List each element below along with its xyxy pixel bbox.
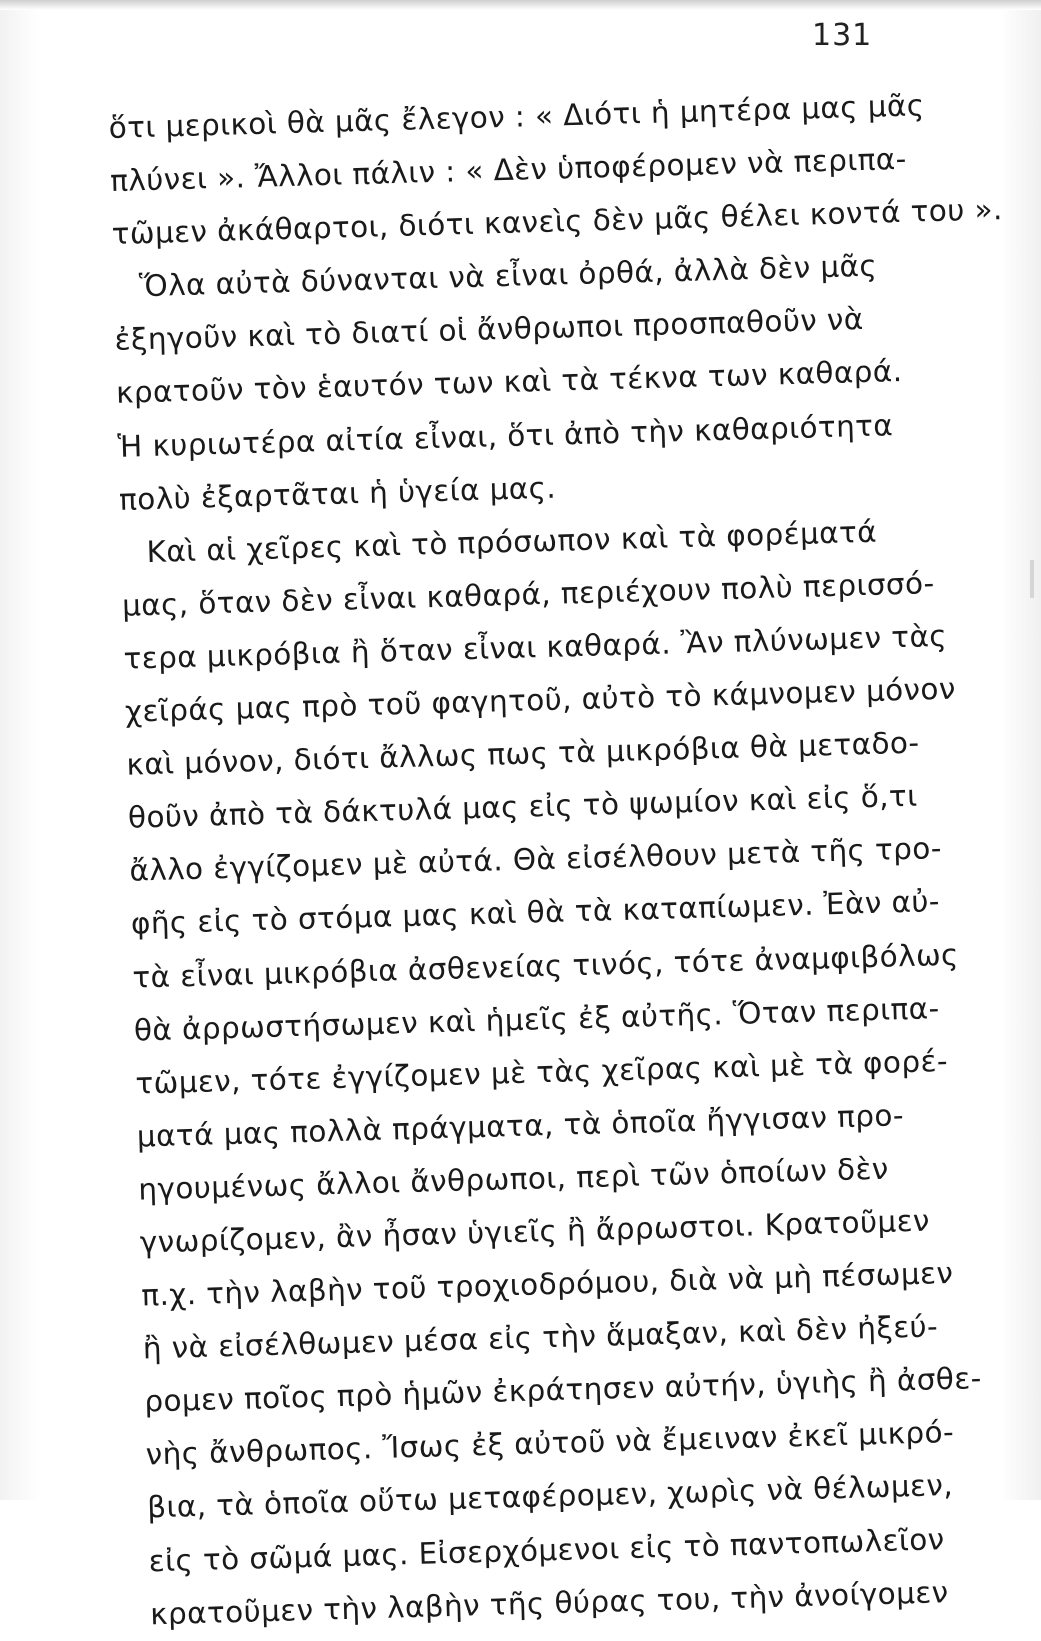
- text-line: ηγουμένως ἄλλοι ἄνθρωποι, περὶ τῶν ὁποίων δὲν: [137, 1151, 890, 1207]
- text-line: τὰ εἶναι μικρόβια ἀσθενείας τινός, τότε ἀναμφιβόλως: [131, 937, 960, 995]
- text-line: τερα μικρόβια ἢ ὅταν εἶναι καθαρά. Ἂν πλύνωμεν τὰς: [123, 618, 948, 676]
- page-number: 131: [812, 18, 873, 53]
- text-line: πολὺ ἐξαρτᾶται ἡ ὑγεία μας.: [118, 470, 557, 517]
- text-line: π.χ. τὴν λαβὴν τοῦ τροχιοδρόμου, διὰ νὰ μὴ πέσωμεν: [140, 1255, 954, 1313]
- text-line: χεῖράς μας πρὸ τοῦ φαγητοῦ, αὐτὸ τὸ κάμνομεν μόνον: [124, 671, 957, 729]
- text-line: ὅτι μερικοὶ θὰ μᾶς ἔλεγον : « Διότι ἡ μητέρα μας μᾶς: [108, 88, 925, 145]
- text-line: κρατοῦν τὸν ἑαυτόν των καὶ τὰ τέκνα των καθαρά.: [115, 354, 903, 411]
- text-line: εἰς τὸ σῶμά μας. Εἰσερχόμενοι εἰς τὸ παντοπωλεῖον: [148, 1521, 945, 1578]
- text-line: κρατοῦμεν τὴν λαβὴν τῆς θύρας του, τὴν ἀνοίγομεν: [149, 1574, 949, 1632]
- page-edge-shadow: [1030, 560, 1034, 598]
- text-line: μας, ὅταν δὲν εἶναι καθαρά, περιέχουν πολὺ περισσό-: [121, 565, 935, 623]
- text-line: ἢ νὰ εἰσέλθωμεν μέσα εἰς τὴν ἅμαξαν, καὶ δὲν ἠξεύ-: [142, 1309, 939, 1366]
- page-top-edge: [0, 0, 1041, 10]
- body-text: [108, 79, 1004, 1641]
- text-line: τῶμεν, τότε ἐγγίζομεν μὲ τὰς χεῖρας καὶ μὲ τὰ φορέ-: [134, 1043, 949, 1101]
- text-line: φῆς εἰς τὸ στόμα μας καὶ θὰ τὰ καταπίωμεν. Ἐὰν αὐ-: [130, 884, 941, 942]
- text-line: Ὅλα αὐτὰ δύνανται νὰ εἶναι ὀρθά, ἀλλὰ δὲν μᾶς: [138, 248, 878, 304]
- text-line: Καὶ αἱ χεῖρες καὶ τὸ πρόσωπον καὶ τὰ φορέματά: [146, 514, 878, 569]
- text-line: βια, τὰ ὁποῖα οὕτω μεταφέρομεν, χωρὶς νὰ θέλωμεν,: [146, 1468, 954, 1525]
- text-line: τῶμεν ἀκάθαρτοι, διότι κανεὶς δὲν μᾶς θέλει κοντά του ».: [111, 192, 1004, 252]
- text-line: καὶ μόνον, διότι ἄλλως πως τὰ μικρόβια θὰ μεταδο-: [126, 725, 920, 782]
- text-line: γνωρίζομεν, ἂν ἦσαν ὑγιεῖς ἢ ἄρρωστοι. Κρατοῦμεν: [139, 1203, 931, 1260]
- text-line: θὰ ἀρρωστήσωμεν καὶ ἡμεῖς ἐξ αὐτῆς. Ὅταν περιπα-: [133, 990, 940, 1048]
- text-line: Ἡ κυριωτέρα αἰτία εἶναι, ὅτι ἀπὸ τὴν καθαριότητα: [117, 407, 894, 464]
- text-line: ρομεν ποῖος πρὸ ἡμῶν ἐκράτησεν αὐτήν, ὑγιὴς ἢ ἀσθε-: [143, 1361, 983, 1419]
- text-line: ἐξηγοῦν καὶ τὸ διατί οἱ ἄνθρωποι προσπαθοῦν νὰ: [114, 302, 865, 358]
- text-line: ματά μας πολλὰ πράγματα, τὰ ὁποῖα ἤγγισαν προ-: [136, 1097, 905, 1154]
- text-line: ἄλλο ἐγγίζομεν μὲ αὐτά. Θὰ εἰσέλθουν μετὰ τῆς τρο-: [129, 831, 943, 889]
- text-line: νὴς ἄνθρωπος. Ἴσως ἐξ αὐτοῦ νὰ ἔμειναν ἐκεῖ μικρό-: [145, 1415, 955, 1472]
- text-line: θοῦν ἀπὸ τὰ δάκτυλά μας εἰς τὸ ψωμίον καὶ εἰς ὅ,τι: [127, 778, 918, 835]
- text-line: πλύνει ». Ἄλλοι πάλιν : « Δὲν ὑποφέρομεν νὰ περιπα-: [109, 141, 908, 199]
